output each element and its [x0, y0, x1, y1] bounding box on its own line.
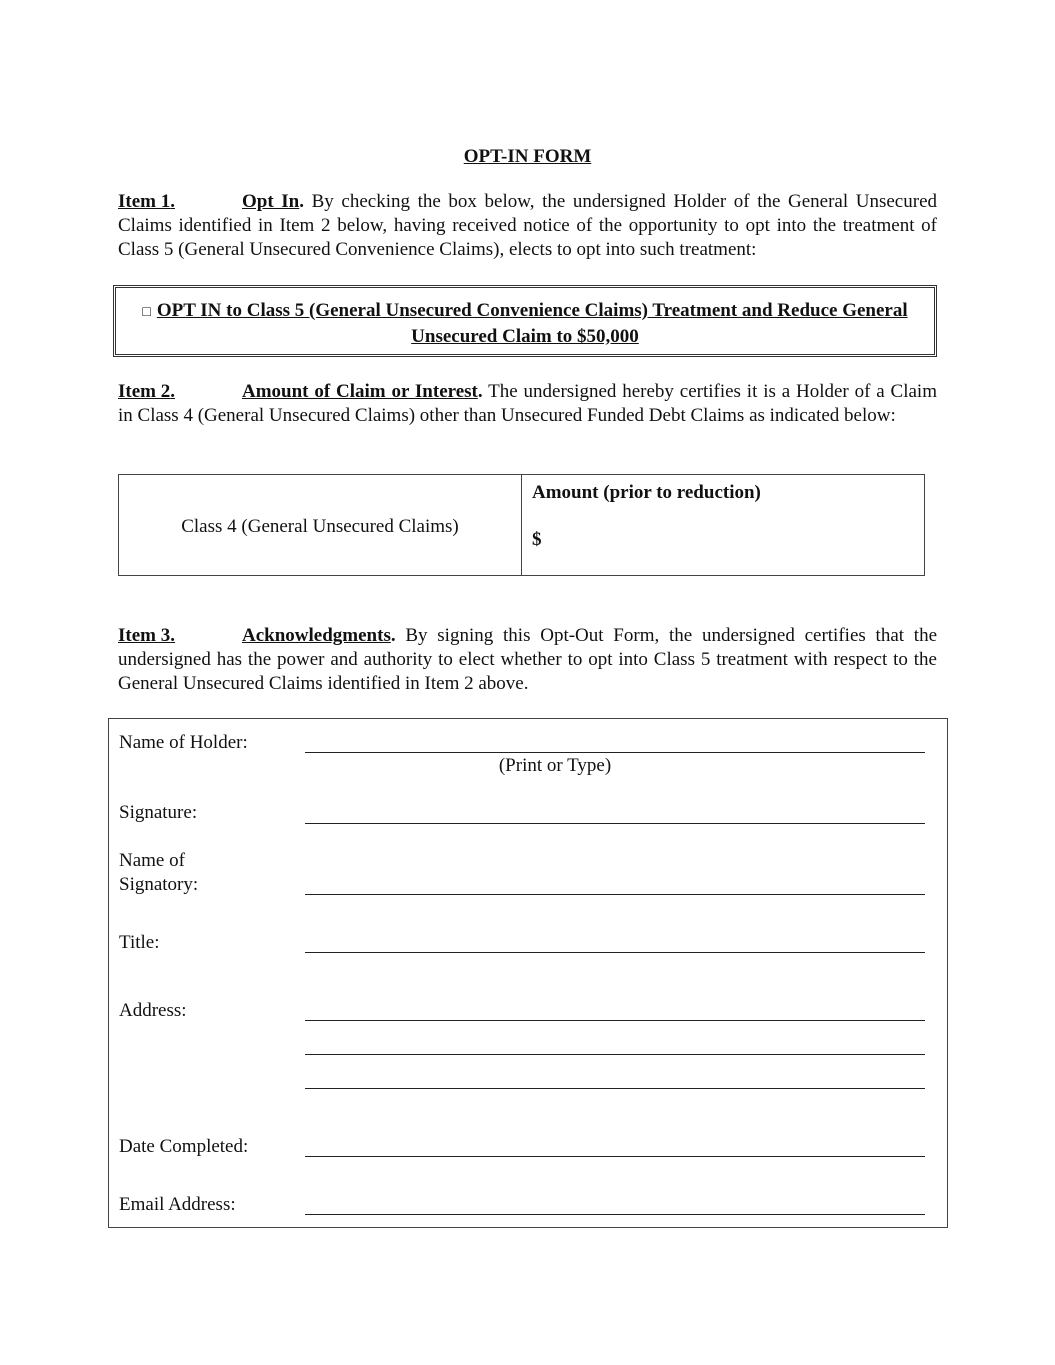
- date-completed-line: [305, 1156, 925, 1157]
- email-address-line: [305, 1214, 925, 1215]
- item-2-heading: Amount of Claim or Interest: [242, 381, 478, 402]
- date-completed-label: Date Completed:: [119, 1136, 249, 1157]
- item-2-number: Item 2.: [118, 381, 175, 402]
- address-label: Address:: [119, 1000, 187, 1021]
- claim-class-label: Class 4 (General Unsecured Claims): [181, 516, 459, 537]
- title-label: Title:: [119, 932, 160, 953]
- address-line-1: [305, 1020, 925, 1021]
- title-input[interactable]: [305, 928, 925, 952]
- opt-in-box: [113, 285, 937, 357]
- claim-class-cell: [119, 475, 522, 575]
- item-1-paragraph: Item 1. Opt In. By checking the box below, the undersigned Holder of the General Unsecured Claims identified in Item 2 below, having received notice of the opportunity to opt into the treatment of Class 5 (General Unsecured Convenience Claims), elects to opt into such treatment:: [118, 191, 937, 260]
- signature-block: [108, 718, 948, 1228]
- address-line-1-input[interactable]: [305, 996, 925, 1020]
- item-1-heading: Opt In: [242, 191, 300, 212]
- name-of-signatory-input[interactable]: [305, 870, 925, 894]
- address-line-3: [305, 1088, 925, 1089]
- title-line: [305, 952, 925, 953]
- claim-table: [118, 474, 925, 576]
- date-completed-input[interactable]: [305, 1132, 925, 1156]
- signature-label: Signature:: [119, 802, 198, 823]
- print-or-type-hint: (Print or Type): [498, 755, 612, 776]
- item-3-number: Item 3.: [118, 625, 175, 646]
- item-3-heading: Acknowledgments: [242, 625, 391, 646]
- name-of-signatory-label: Name of Signatory:: [119, 850, 199, 895]
- amount-field[interactable]: [532, 529, 542, 551]
- name-of-signatory-line: [305, 894, 925, 895]
- opt-in-label: OPT IN to Class 5 (General Unsecured Convenience Claims) Treatment and Reduce General Unsecured Claim to $50,000: [156, 300, 908, 347]
- email-address-label: Email Address:: [119, 1194, 236, 1215]
- item-1-text: By checking the box below, the undersigned Holder of the General Unsecured Claims identified in Item 2 below, having received notice of the opportunity to opt into the treatment of Class 5 (General Unsecured Convenience Claims), elects to opt into such treatment:: [118, 191, 937, 260]
- item-2-paragraph: Item 2. Amount of Claim or Interest. The undersigned hereby certifies it is a Holder of a Claim in Class 4 (General Unsecured Claims) other than Unsecured Funded Debt Claims as indicated below:: [118, 381, 937, 426]
- item-3-paragraph: Item 3. Acknowledgments. By signing this Opt-Out Form, the undersigned certifies that the undersigned has the power and authority to elect whether to opt into Class 5 treatment with respect to the General Unsecured Claims identified in Item 2 above.: [118, 625, 937, 694]
- name-of-holder-line: [305, 752, 925, 753]
- amount-header: Amount (prior to reduction): [532, 482, 761, 503]
- currency-symbol: $: [532, 529, 542, 550]
- opt-in-checkbox[interactable]: □: [142, 305, 151, 320]
- page-title: OPT-IN FORM: [463, 146, 592, 167]
- item-3-text: By signing this Opt-Out Form, the undersigned certifies that the undersigned has the power and authority to elect whether to opt into Class 5 treatment with respect to the General Unsecured Claims identified in Item 2 above.: [118, 625, 937, 694]
- address-line-2-input[interactable]: [305, 1030, 925, 1054]
- signature-line: [305, 823, 925, 824]
- signature-input[interactable]: [305, 799, 925, 823]
- item-2-text: The undersigned hereby certifies it is a Holder of a Claim in Class 4 (General Unsecured Claims) other than Unsecured Funded Debt Claims as indicated below:: [118, 381, 937, 426]
- name-of-holder-label: Name of Holder:: [119, 732, 248, 753]
- item-1-number: Item 1.: [118, 191, 175, 212]
- address-line-2: [305, 1054, 925, 1055]
- email-address-input[interactable]: [305, 1190, 925, 1214]
- opt-in-line: [116, 299, 934, 349]
- name-of-holder-input[interactable]: [305, 728, 925, 752]
- address-line-3-input[interactable]: [305, 1064, 925, 1088]
